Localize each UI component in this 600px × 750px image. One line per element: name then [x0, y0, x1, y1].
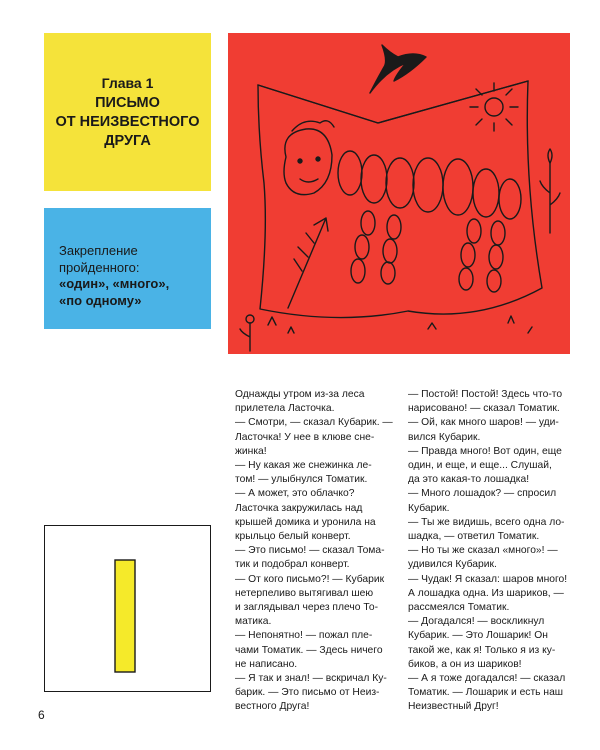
flower-icon	[540, 149, 560, 233]
chapter-heading-box	[44, 33, 211, 191]
topic-box	[44, 208, 211, 329]
story-line: чами Томатик. — Здесь ничего	[235, 644, 383, 656]
story-line: и заглядывал через плечо То-	[235, 602, 378, 614]
chapter-title	[56, 94, 200, 151]
story-line: крыльцо белый конверт.	[235, 531, 351, 543]
story-line: вестного Друга!	[235, 701, 310, 713]
story-line: такой же, как я! Только я из ку-	[408, 644, 556, 656]
story-line: том! — улыбнулся Томатик.	[235, 474, 368, 486]
story-line: крышей домика и уронила на	[235, 516, 376, 528]
story-line: — От кого письмо?! — Кубарик	[235, 573, 385, 585]
story-line: — Много лошадок? — спросил	[408, 488, 557, 500]
story-line: — А я тоже догадался! — сказал	[408, 673, 566, 685]
story-line: не написано.	[235, 658, 298, 670]
story-line: барик. — Это письмо от Неиз-	[235, 687, 380, 699]
small-flower-icon	[240, 315, 254, 351]
counting-card	[44, 525, 211, 692]
story-line: — Догадался! — воскликнул	[408, 616, 545, 628]
story-line: — Это письмо! — сказал Тома-	[235, 545, 385, 557]
chapter-title-line: ОТ НЕИЗВЕСТНОГО	[55, 113, 200, 130]
story-line: шадка, — ответил Томатик.	[408, 531, 540, 543]
horse-head-icon	[284, 121, 334, 195]
story-line: — Ой, как много шаров! — уди-	[408, 417, 559, 429]
topic-label: Закрепление	[59, 243, 138, 258]
page-number: 6	[38, 708, 45, 722]
card-drawing	[45, 526, 209, 690]
topic-label: пройденного:	[59, 259, 140, 275]
story-line: — Ты же видишь, всего одна ло-	[408, 516, 565, 528]
story-line: Кубарик.	[408, 502, 450, 514]
topic-words: «по одному»	[59, 292, 142, 308]
story-line: — Но ты же сказал «много»! —	[408, 545, 558, 557]
story-line: жинка!	[235, 445, 267, 457]
story-line: — Чудак! Я сказал: шаров много!	[408, 573, 568, 585]
story-line: — Я так и знал! — вскричал Ку-	[235, 673, 387, 685]
story-line: Ласточка! У нее в клюве сне-	[235, 431, 375, 443]
story-line: — Смотри, — сказал Кубарик. —	[235, 417, 393, 429]
story-line: А лошадка одна. Из шариков, —	[408, 587, 564, 599]
story-line: — А может, это облачко?	[235, 488, 355, 500]
story-line: нарисовано! — сказал Томатик.	[408, 403, 560, 415]
grass-marks	[268, 316, 532, 333]
letter-illustration	[228, 33, 570, 354]
feather-icon	[288, 218, 328, 308]
chapter-title-line: ДРУГА	[104, 132, 151, 149]
story-line: — Ну какая же снежинка ле-	[235, 460, 372, 472]
story-column-1	[235, 388, 398, 715]
story-line: удивился Кубарик.	[408, 559, 497, 571]
story-line: Кубарик. — Это Лошарик! Он	[408, 630, 548, 642]
story-line: биков, а он из шариков!	[408, 658, 522, 670]
story-line: — Непонятно! — пожал пле-	[235, 630, 373, 642]
letter-fold	[258, 81, 528, 123]
story-line: вился Кубарик.	[408, 431, 481, 443]
story-line: Однажды утром из-за леса	[235, 389, 365, 400]
story-line: Неизвестный Друг!	[408, 701, 499, 713]
sun-icon	[470, 83, 518, 131]
story-line: — Правда много! Вот один, еще	[408, 445, 562, 457]
story-line: матика.	[235, 616, 272, 628]
chapter-label: Глава 1	[101, 74, 154, 91]
topic-words: «один», «много»,	[59, 276, 170, 291]
story-line: — Постой! Постой! Здесь что-то	[408, 389, 563, 400]
swallow-icon	[370, 45, 426, 93]
story-line: Томатик. — Лошарик и есть наш	[408, 687, 564, 699]
story-line: тик и подобрал конверт.	[235, 559, 350, 571]
story-line: прилетела Ласточка.	[235, 403, 335, 415]
story-line: да это какая-то лошадка!	[408, 474, 530, 486]
balls-horse-icon	[338, 151, 521, 292]
story-line: рассмеялся Томатик.	[408, 602, 510, 614]
yellow-bar-icon	[115, 560, 135, 672]
story-column-2	[408, 388, 573, 715]
story-line: один, и еще, и еще... Слушай,	[408, 460, 552, 472]
story-line: Ласточка закружилась над	[235, 502, 363, 514]
story-line: нетерпеливо вытягивал шею	[235, 587, 374, 599]
letter-drawing	[228, 33, 570, 354]
chapter-title-line: ПИСЬМО	[95, 94, 160, 111]
